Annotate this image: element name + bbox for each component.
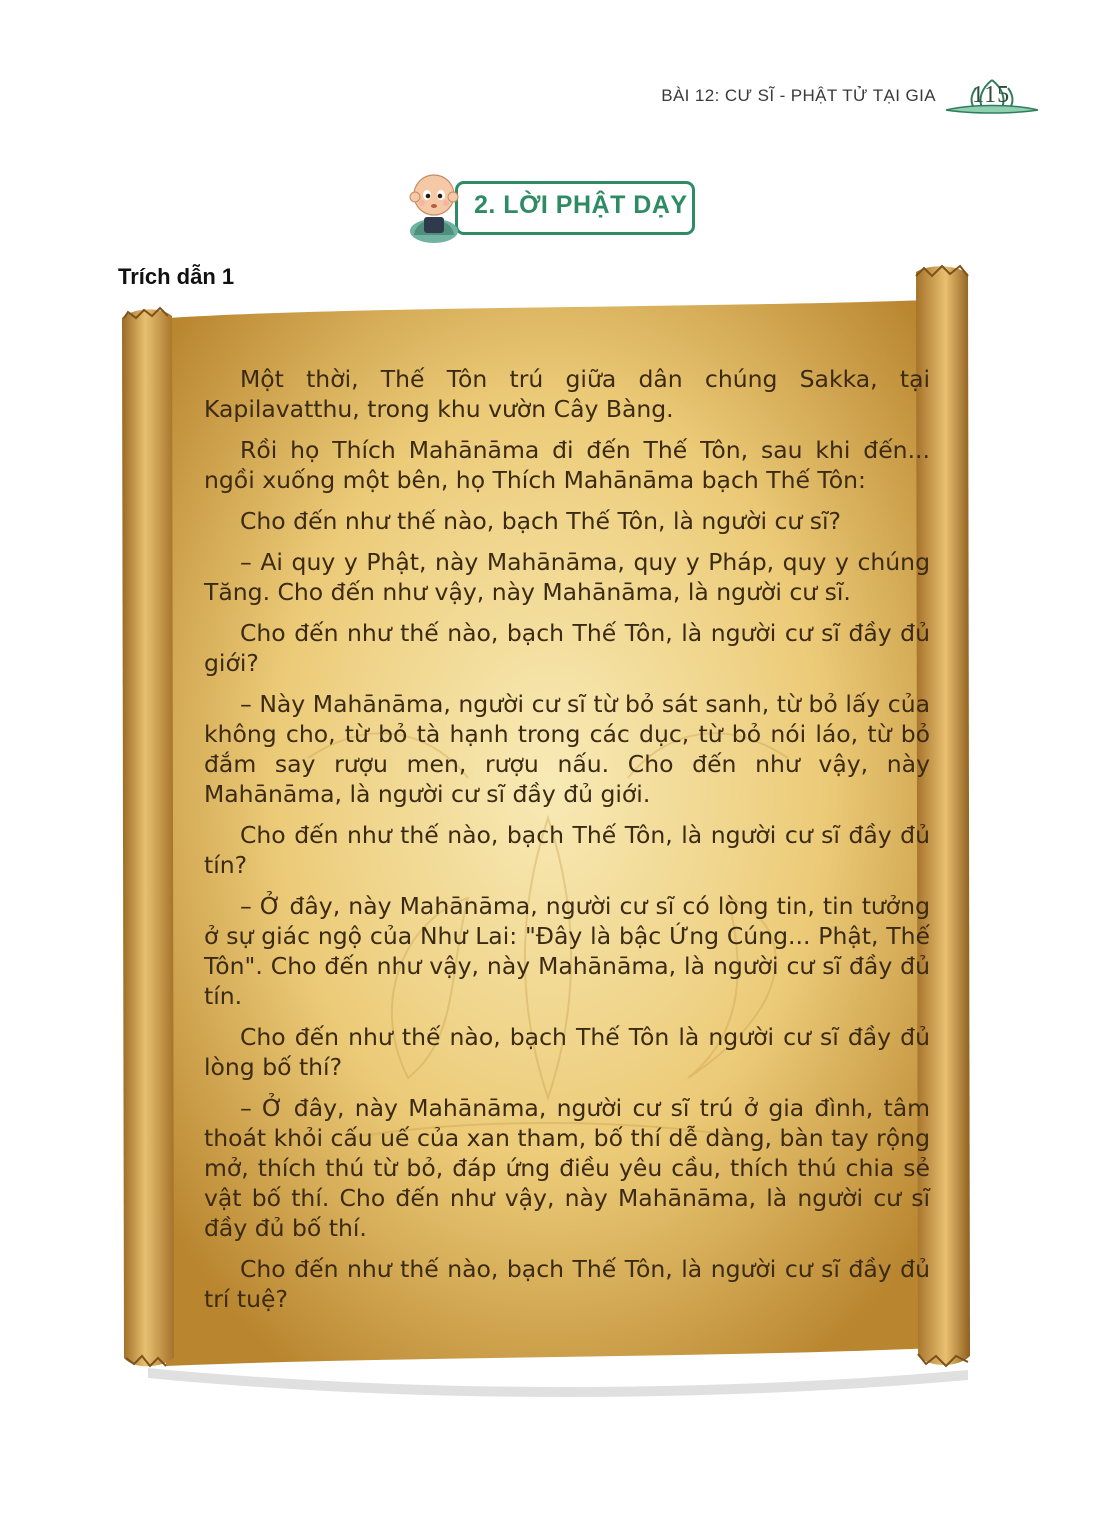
quote-label: Trích dẫn 1 bbox=[118, 264, 235, 289]
monk-mascot-icon bbox=[404, 165, 464, 245]
paragraph: Cho đến như thế nào, bạch Thế Tôn, là người cư sĩ đầy đủ tín? bbox=[204, 821, 930, 879]
quote-text bbox=[204, 364, 930, 1325]
paragraph: Cho đến như thế nào, bạch Thế Tôn, là người cư sĩ? bbox=[240, 507, 841, 535]
paragraph: – Ai quy y Phật, này Mahānāma, quy y Pháp, quy y chúng Tăng. Cho đến như vậy, này Mahānāma, là người cư sĩ. bbox=[204, 548, 930, 606]
page-number-badge bbox=[942, 76, 1042, 116]
paragraph: – Ở đây, này Mahānāma, người cư sĩ có lòng tin, tin tưởng ở sự giác ngộ của Như Lai: "Đây là bậc Ứng Cúng... Phật, Thế Tôn". Cho đến như vậy, này Mahānāma, là người cư sĩ đầy đủ tín. bbox=[204, 892, 930, 1010]
paragraph: Cho đến như thế nào, bạch Thế Tôn, là người cư sĩ đầy đủ trí tuệ? bbox=[204, 1255, 930, 1313]
paragraph: Cho đến như thế nào, bạch Thế Tôn là người cư sĩ đầy đủ lòng bố thí? bbox=[204, 1023, 930, 1081]
paragraph: Cho đến như thế nào, bạch Thế Tôn, là người cư sĩ đầy đủ giới? bbox=[204, 619, 930, 677]
page-header bbox=[661, 76, 1042, 116]
chapter-title: BÀI 12: CƯ SĨ - PHẬT TỬ TẠI GIA bbox=[661, 86, 936, 105]
paragraph: Một thời, Thế Tôn trú giữa dân chúng Sakka, tại Kapilavatthu, trong khu vườn Cây Bàng. bbox=[204, 365, 930, 423]
section-title: 2. LỜI PHẬT DẠY bbox=[474, 191, 688, 219]
paragraph: – Này Mahānāma, người cư sĩ từ bỏ sát sanh, từ bỏ lấy của không cho, từ bỏ tà hạnh trong các dục, từ bỏ nói láo, từ bỏ đắm say rượu men, rượu nấu. Cho đến như vậy, này Mahānāma, là người cư sĩ đầy đủ giới. bbox=[204, 690, 930, 808]
paragraph: Rồi họ Thích Mahānāma đi đến Thế Tôn, sau khi đến... ngồi xuống một bên, họ Thích Mahānāma bạch Thế Tôn: bbox=[204, 436, 930, 494]
page-number: 115 bbox=[972, 82, 1011, 108]
paragraph: – Ở đây, này Mahānāma, người cư sĩ trú ở gia đình, tâm thoát khỏi cấu uế của xan tham, bố thí dễ dàng, bàn tay rộng mở, thích thú từ bỏ, đáp ứng điều yêu cầu, thích thú chia sẻ vật bố thí. Cho đến như vậy, này Mahānāma, là người cư sĩ đầy đủ bố thí. bbox=[204, 1094, 930, 1242]
